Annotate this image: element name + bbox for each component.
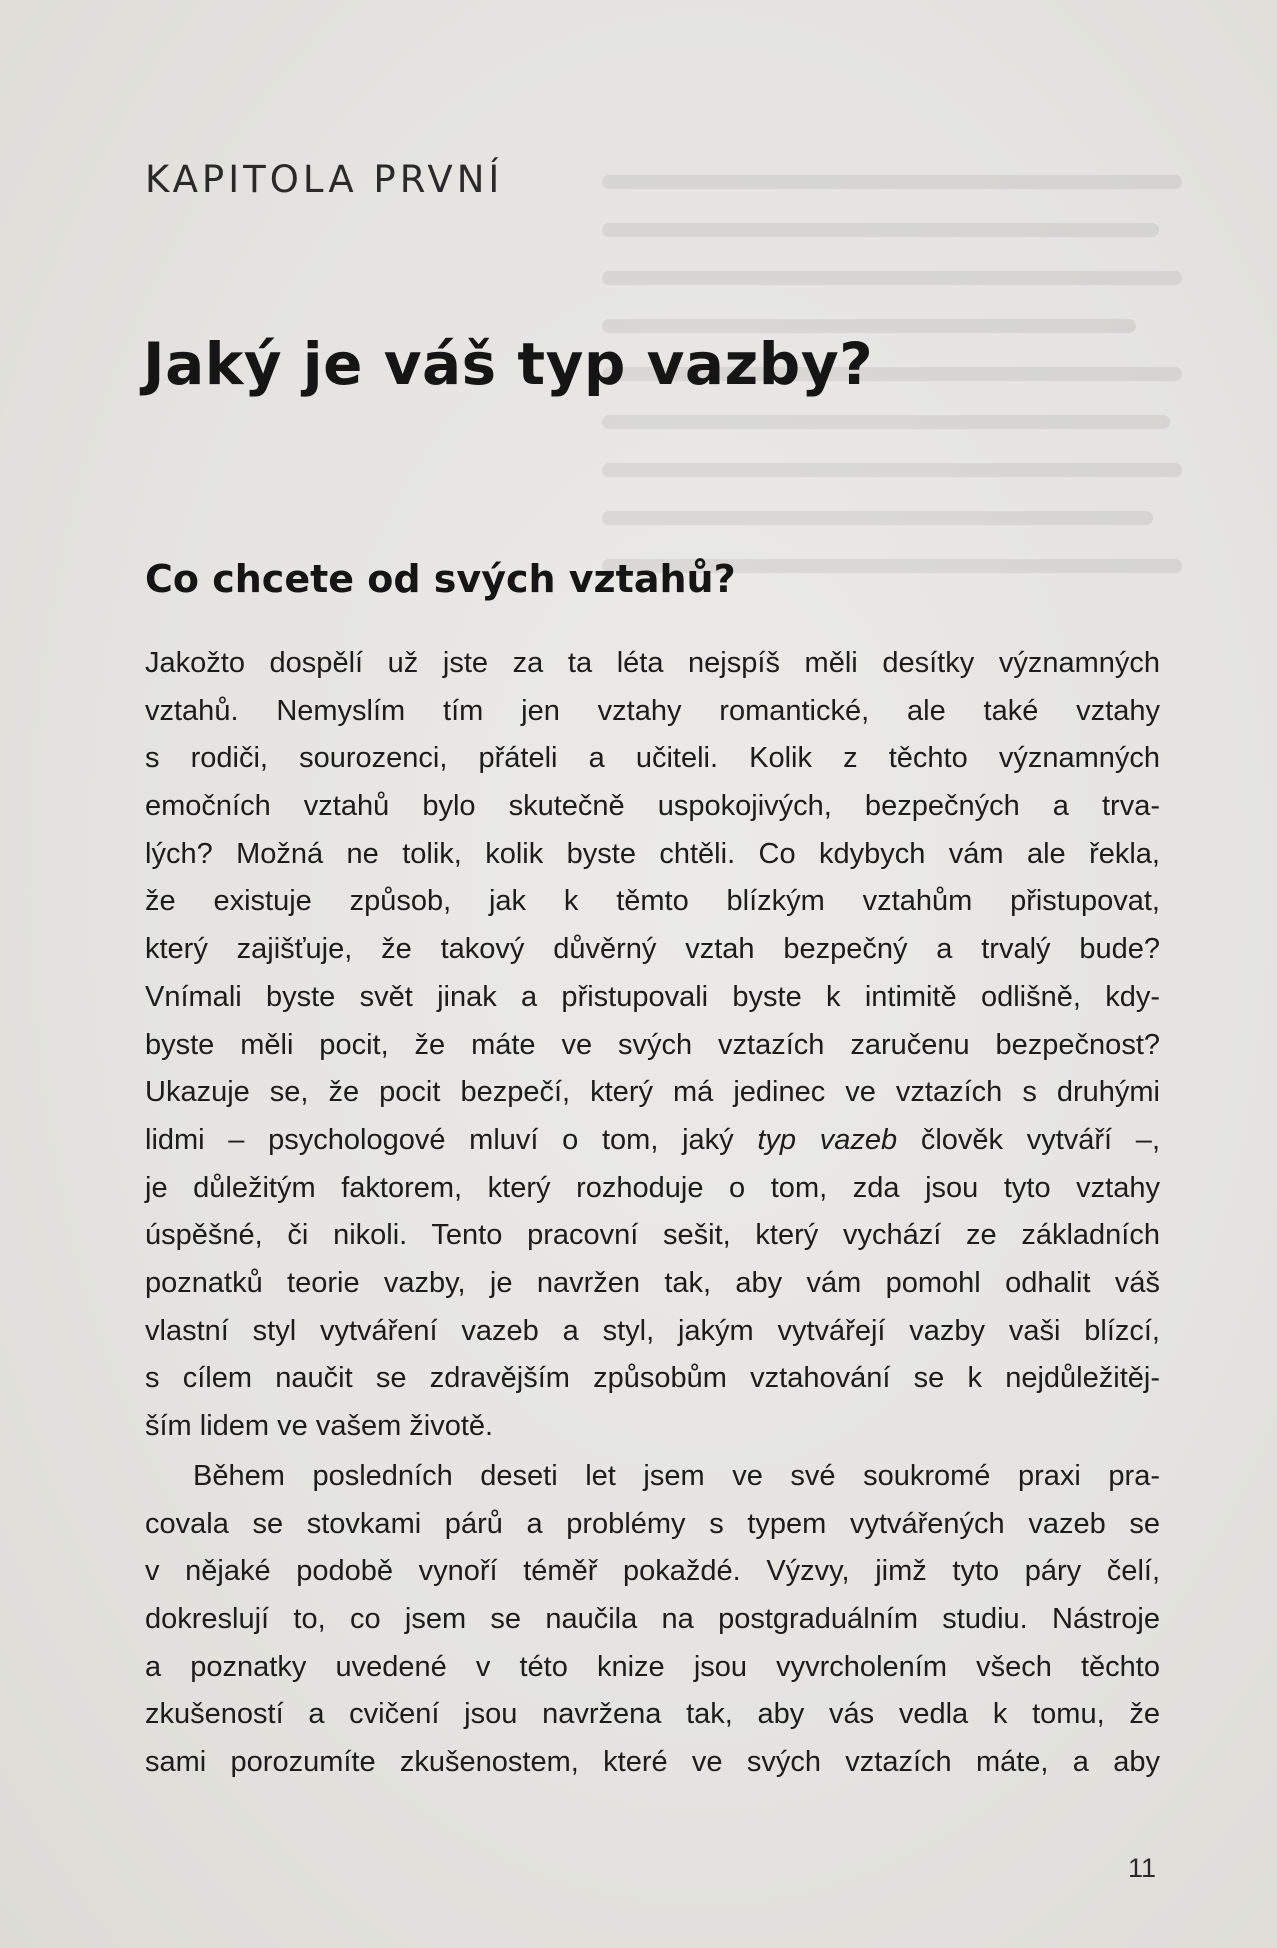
- text-line: s rodiči, sourozenci, přáteli a učiteli. Kolik z těchto významných: [145, 742, 1160, 775]
- text-line: vlastní styl vytváření vazeb a styl, jakým vytvářejí vazby vaši blízcí,: [145, 1314, 1160, 1347]
- text-line: v nějaké podobě vynoří téměř pokaždé. Výzvy, jimž tyto páry čelí,: [145, 1555, 1160, 1588]
- italic-term: typ vazeb: [757, 1123, 898, 1156]
- paragraph-1: [145, 640, 1160, 1451]
- text-segment: lidmi – psychologové mluví o tom, jaký: [145, 1123, 758, 1156]
- text-line: poznatků teorie vazby, je navržen tak, aby vám pomohl odhalit váš: [145, 1266, 1160, 1299]
- text-line: emočních vztahů bylo skutečně uspokojivých, bezpečných a trva-: [145, 790, 1160, 823]
- text-line: a poznatky uvedené v této knize jsou vyvrcholením všech těchto: [145, 1650, 1160, 1683]
- text-line: Vnímali byste svět jinak a přistupovali byste k intimitě odlišně, kdy-: [145, 980, 1160, 1013]
- text-line: covala se stovkami párů a problémy s typem vytvářených vazeb se: [145, 1507, 1160, 1540]
- text-line: který zajišťuje, že takový důvěrný vztah bezpečný a trvalý bude?: [145, 933, 1160, 966]
- text-line: s cílem naučit se zdravějším způsobům vztahování se k nejdůležitěj-: [145, 1362, 1160, 1395]
- text-line: Jakožto dospělí už jste za ta léta nejspíš měli desítky významných: [145, 647, 1160, 679]
- text-line: Ukazuje se, že pocit bezpečí, který má jedinec ve vztazích s druhými: [145, 1076, 1160, 1109]
- text-segment: člověk vytváří –,: [897, 1123, 1160, 1156]
- text-line: je důležitým faktorem, který rozhoduje o tom, zda jsou tyto vztahy: [145, 1171, 1160, 1204]
- chapter-title: Jaký je váš typ vazby?: [143, 330, 874, 398]
- page-number: 11: [1128, 1853, 1157, 1883]
- paragraph-2: [145, 1453, 1160, 1787]
- text-line: sami porozumíte zkušenostem, které ve svých vztazích máte, a aby: [145, 1746, 1160, 1779]
- text-line: ším lidem ve vašem životě.: [145, 1410, 494, 1442]
- text-line-with-italic: [145, 1117, 1160, 1165]
- section-heading: Co chcete od svých vztahů?: [145, 557, 736, 601]
- text-line: Během posledních deseti let jsem ve své soukromé praxi pra-: [193, 1460, 1160, 1492]
- text-line: lých? Možná ne tolik, kolik byste chtěli. Co kdybych vám ale řekla,: [145, 837, 1160, 870]
- text-line: dokreslují to, co jsem se naučila na postgraduálním studiu. Nástroje: [145, 1603, 1160, 1636]
- text-line: úspěšné, či nikoli. Tento pracovní sešit, který vychází ze základních: [145, 1219, 1160, 1252]
- text-line: vztahů. Nemyslím tím jen vztahy romantické, ale také vztahy: [145, 694, 1160, 727]
- chapter-label: KAPITOLA PRVNÍ: [145, 158, 504, 201]
- text-line: byste měli pocit, že máte ve svých vztazích zaručenu bezpečnost?: [145, 1028, 1160, 1061]
- text-line: zkušeností a cvičení jsou navržena tak, aby vás vedla k tomu, že: [145, 1698, 1160, 1731]
- text-line: že existuje způsob, jak k těmto blízkým vztahům přistupovat,: [145, 885, 1160, 918]
